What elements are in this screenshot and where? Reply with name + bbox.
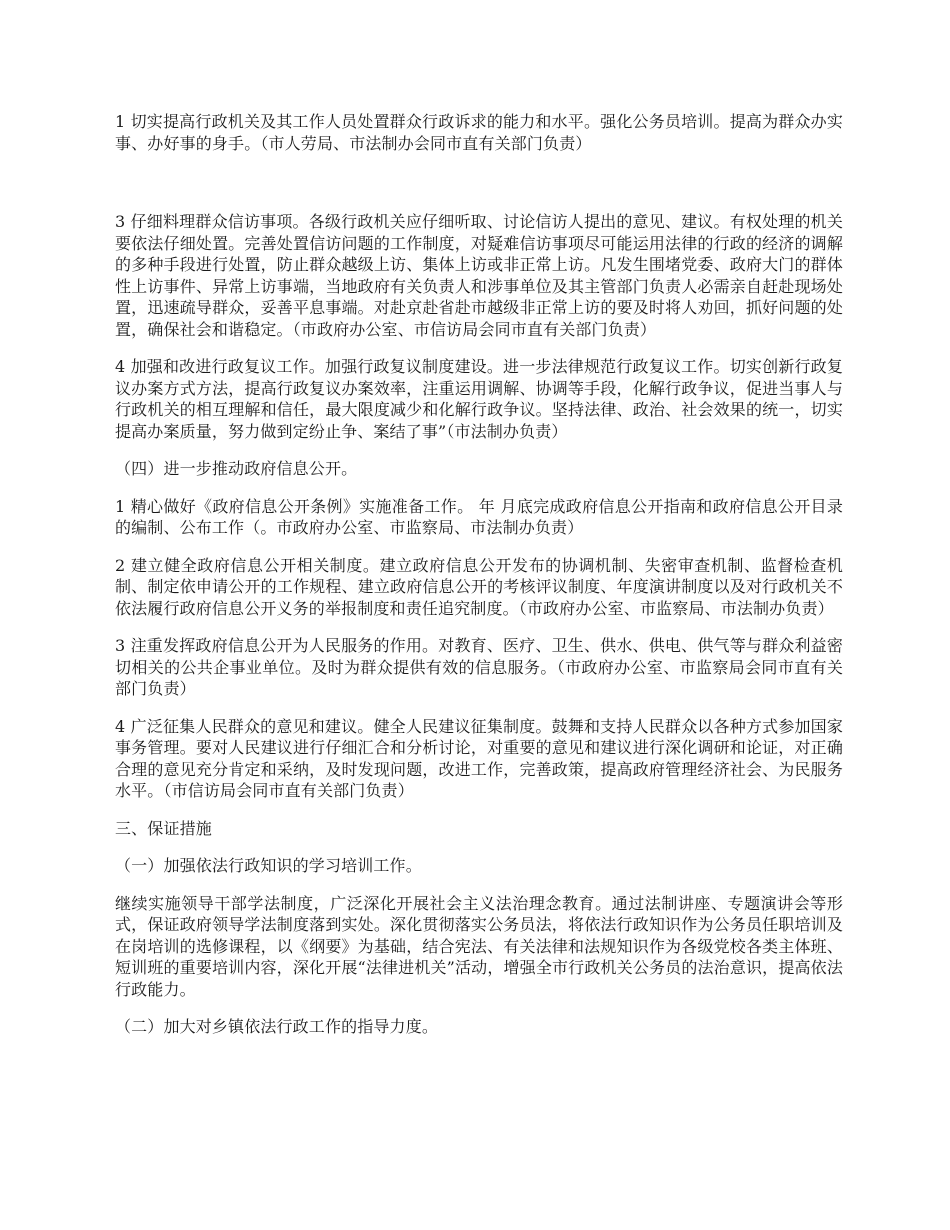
subsection-heading-2: （二）加大对乡镇依法行政工作的指导力度。 bbox=[115, 1017, 439, 1036]
paragraph-item-1: 1 切实提高行政机关及其工作人员处置群众行政诉求的能力和水平。强化公务员培训。提高为群众办实事、办好事的身手。（市人劳局、市法制办会同市直有关部门负责） bbox=[115, 112, 843, 153]
paragraph-training: 继续实施领导干部学法制度，广泛深化开展社会主义法治理念教育。通过法制讲座、专题演讲会等形式，保证政府领导学法制度落到实处。深化贯彻落实公务员法，将依法行政知识作为公务员任职培训及在岗培训的选修课程，以《纲要》为基础，结合宪法、有关法律和法规知识作为各级党校各类主体班、短训班的重要培训内容，深化开展“法律进机关”活动，增强全市行政机关公务员的法治意识，提高依法行政能力。 bbox=[115, 893, 843, 999]
paragraph-disclosure-2: 2 建立健全政府信息公开相关制度。建立政府信息公开发布的协调机制、失密审查机制、监督检查机制、制定依申请公开的工作规程、建立政府信息公开的考核评议制度、年度演讲制度以及对行政机关不依法履行政府信息公开义务的举报制度和责任追究制度。（市政府办公室、市监察局、市法制办负责） bbox=[115, 555, 843, 618]
section-heading-guarantees: 三、保证措施 bbox=[115, 818, 212, 838]
subsection-heading-1: （一）加强依法行政知识的学习培训工作。 bbox=[115, 856, 422, 875]
paragraph-disclosure-3: 3 注重发挥政府信息公开为人民服务的作用。对教育、医疗、卫生、供水、供电、供气等与群众利益密切相关的公共企事业单位。及时为群众提供有效的信息服务。（市政府办公室、市监察局会同市直有关部门负责） bbox=[115, 636, 843, 698]
section-heading-4: （四）进一步推动政府信息公开。 bbox=[115, 459, 358, 478]
paragraph-disclosure-4: 4 广泛征集人民群众的意见和建议。健全人民建议征集制度。鼓舞和支持人民群众以各种方式参加国家事务管理。要对人民建议进行仔细汇合和分析讨论，对重要的意见和建议进行深化调研和论证，对正确合理的意见充分肯定和采纳，及时发现问题，改进工作，完善政策，提高政府管理经济社会、为民服务水平。（市信访局会同市直有关部门负责） bbox=[115, 716, 843, 800]
paragraph-item-3-petitions: 3 仔细料理群众信访事项。各级行政机关应仔细听取、讨论信访人提出的意见、建议。有权处理的机关要依法仔细处置。完善处置信访问题的工作制度，对疑难信访事项尽可能运用法律的行政的经济的调解的多种手段进行处置，防止群众越级上访、集体上访或非正常上访。凡发生围堵党委、政府大门的群体性上访事件、异常上访事端，当地政府有关负责人和涉事单位及其主管部门负责人必需亲自赶赴现场处置，迅速疏导群众，妥善平息事端。对赴京赴省赴市越级非正常上访的要及时将人劝回，抓好问题的处置，确保社会和谐稳定。（市政府办公室、市信访局会同市直有关部门负责） bbox=[115, 212, 843, 339]
paragraph-disclosure-1: 1 精心做好《政府信息公开条例》实施准备工作。 年 月底完成政府信息公开指南和政府信息公开目录的编制、公布工作（。市政府办公室、市监察局、市法制办负责） bbox=[115, 496, 843, 537]
paragraph-item-4-review: 4 加强和改进行政复议工作。加强行政复议制度建设。进一步法律规范行政复议工作。切实创新行政复议办案方式方法，提高行政复议办案效率，注重运用调解、协调等手段，化解行政争议，促进当事人与行政机关的相互理解和信任，最大限度减少和化解行政争议。坚持法律、政治、社会效果的统一，切实提高办案质量，努力做到定纷止争、案结了事”（市法制办负责） bbox=[115, 357, 843, 441]
document-body bbox=[115, 111, 843, 1038]
